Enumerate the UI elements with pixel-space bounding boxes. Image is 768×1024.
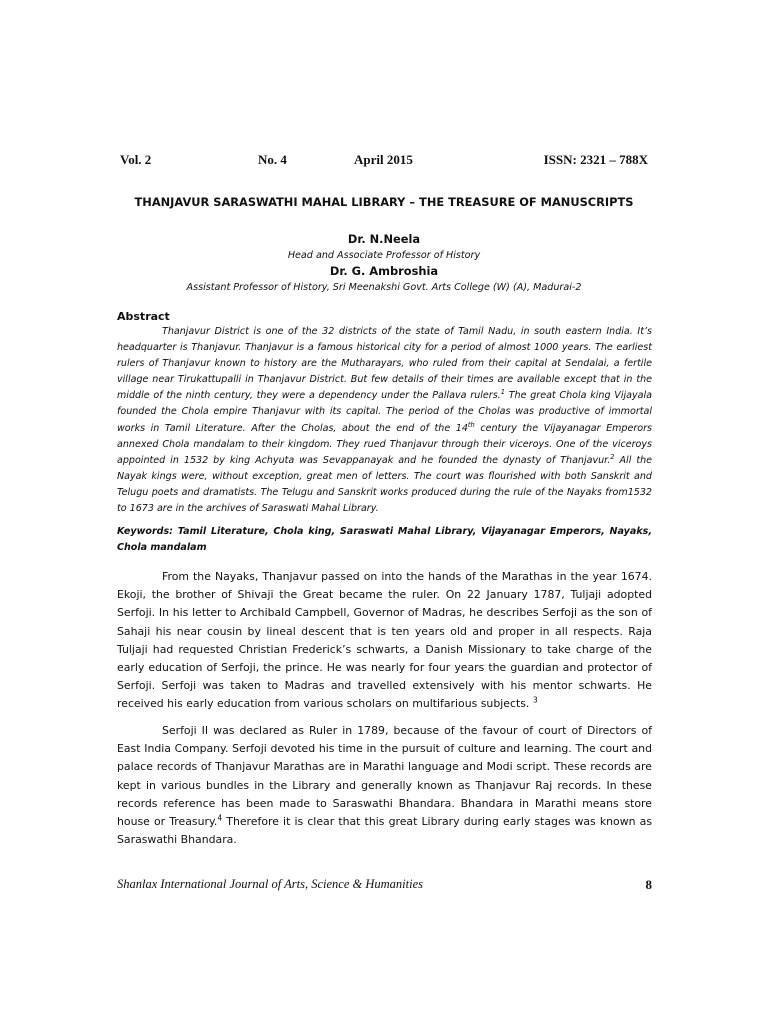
body-paragraph-2: Serfoji II was declared as Ruler in 1789, because of the favour of court of Directors of East India Company. Serfoji devoted his time in the pursuit of culture and learning. The court and palace records of Thanjavur Marathas are in Marathi language and Modi script. These records are kept in various bundles in the Library and generally known as Thanjavur Raj records. In these records reference has been made to Saraswathi Bhandara. Bhandara in Marathi means store house or Treasury.$^4$ Therefore it is clear that this great Library during early stages was known as Saraswathi Bhandara. [117, 724, 653, 847]
journal-name: Shanlax International Journal of Arts, Science & Humanities [117, 877, 423, 891]
body-paragraph-1: From the Nayaks, Thanjavur passed on into the hands of the Marathas in the year 1674. Ekoji, the brother of Shivaji the Great became the ruler. On 22 January 1787, Tuljaji adopted Serfoji. In his letter to Archibald Campbell, Governor of Madras, he describes Serfoji as the son of Sahaji his near cousin by lineal descent that is ten years old and proper in all respects. Raja Tuljaji had requested Christian Frederick’s schwarts, a Danish Missionary to take charge of the early education of Serfoji, the prince. He was nearly for four years the guardian and protector of Serfoji. Serfoji was taken to Madras and travelled extensively with his mentor schwarts. He received his early education from various scholars on multifarious subjects. $^3$ [117, 570, 652, 711]
footnote-ref: 4 [217, 813, 223, 823]
page-number: 8 [645, 877, 652, 892]
keywords: Keywords: Tamil Literature, Chola king, Saraswati Mahal Library, Vijayanagar Emperors, Nayaks, Chola mandalam [117, 526, 652, 554]
abstract-heading: Abstract [117, 310, 170, 323]
issue-date: April 2015 [354, 152, 413, 167]
ordinal-suffix: th [467, 420, 475, 429]
volume-label: Vol. 2 [120, 152, 152, 167]
issn-label: ISSN: 2321 – 788X [543, 152, 648, 167]
issue-header [120, 152, 648, 170]
author-affiliation-1: Head and Associate Professor of History [287, 250, 481, 261]
footnote-ref: 2 [610, 452, 615, 461]
author-name-2: Dr. G. Ambroshia [329, 264, 439, 278]
footnote-ref: 1 [500, 388, 505, 397]
page-footer [117, 877, 652, 895]
footnote-ref: 3 [532, 695, 538, 705]
issue-number: No. 4 [258, 152, 287, 167]
author-name-1: Dr. N.Neela [347, 232, 421, 246]
abstract-text: Thanjavur District is one of the 32 districts of the state of Tamil Nadu, in south eastern India. It’s headquarter is Thanjavur. Thanjavur is a famous historical city for a period of almost 1000 years. The earliest rulers of Thanjavur known to history are the Mutharayars, who ruled from their capital at Sendalai, a fertile village near Tirukattupalli in Thanjavur District. But few details of their times are available except that in the middle of the ninth century, they were a dependency under the Pallava rulers.$^1$ The great Chola king Vijayala founded the Chola empire Thanjavur with its capital. The period of the Cholas was productive of immortal works in Tamil Literature. After the Cholas, about the end of the 14th century the Vijayanagar Emperors annexed Chola mandalam to their kingdom. They rued Thanjavur through their viceroys. One of the viceroys appointed in 1532 by king Achyuta was Sevappanayak and he founded the dynasty of Thanjavur.$^2$ All the Nayak kings were, without exception, great men of letters. The court was flourished with both Sanskrit and Telugu poets and dramatists. The Telugu and Sanskrit works produced during the rule of the Nayaks from1532 to 1673 are in the archives of Saraswati Mahal Library. [117, 326, 653, 515]
article-title: THANJAVUR SARASWATHI MAHAL LIBRARY – THE TREASURE OF MANUSCRIPTS [134, 195, 634, 209]
author-affiliation-2: Assistant Professor of History, Sri Meenakshi Govt. Arts College (W) (A), Madurai-2 [186, 282, 582, 293]
